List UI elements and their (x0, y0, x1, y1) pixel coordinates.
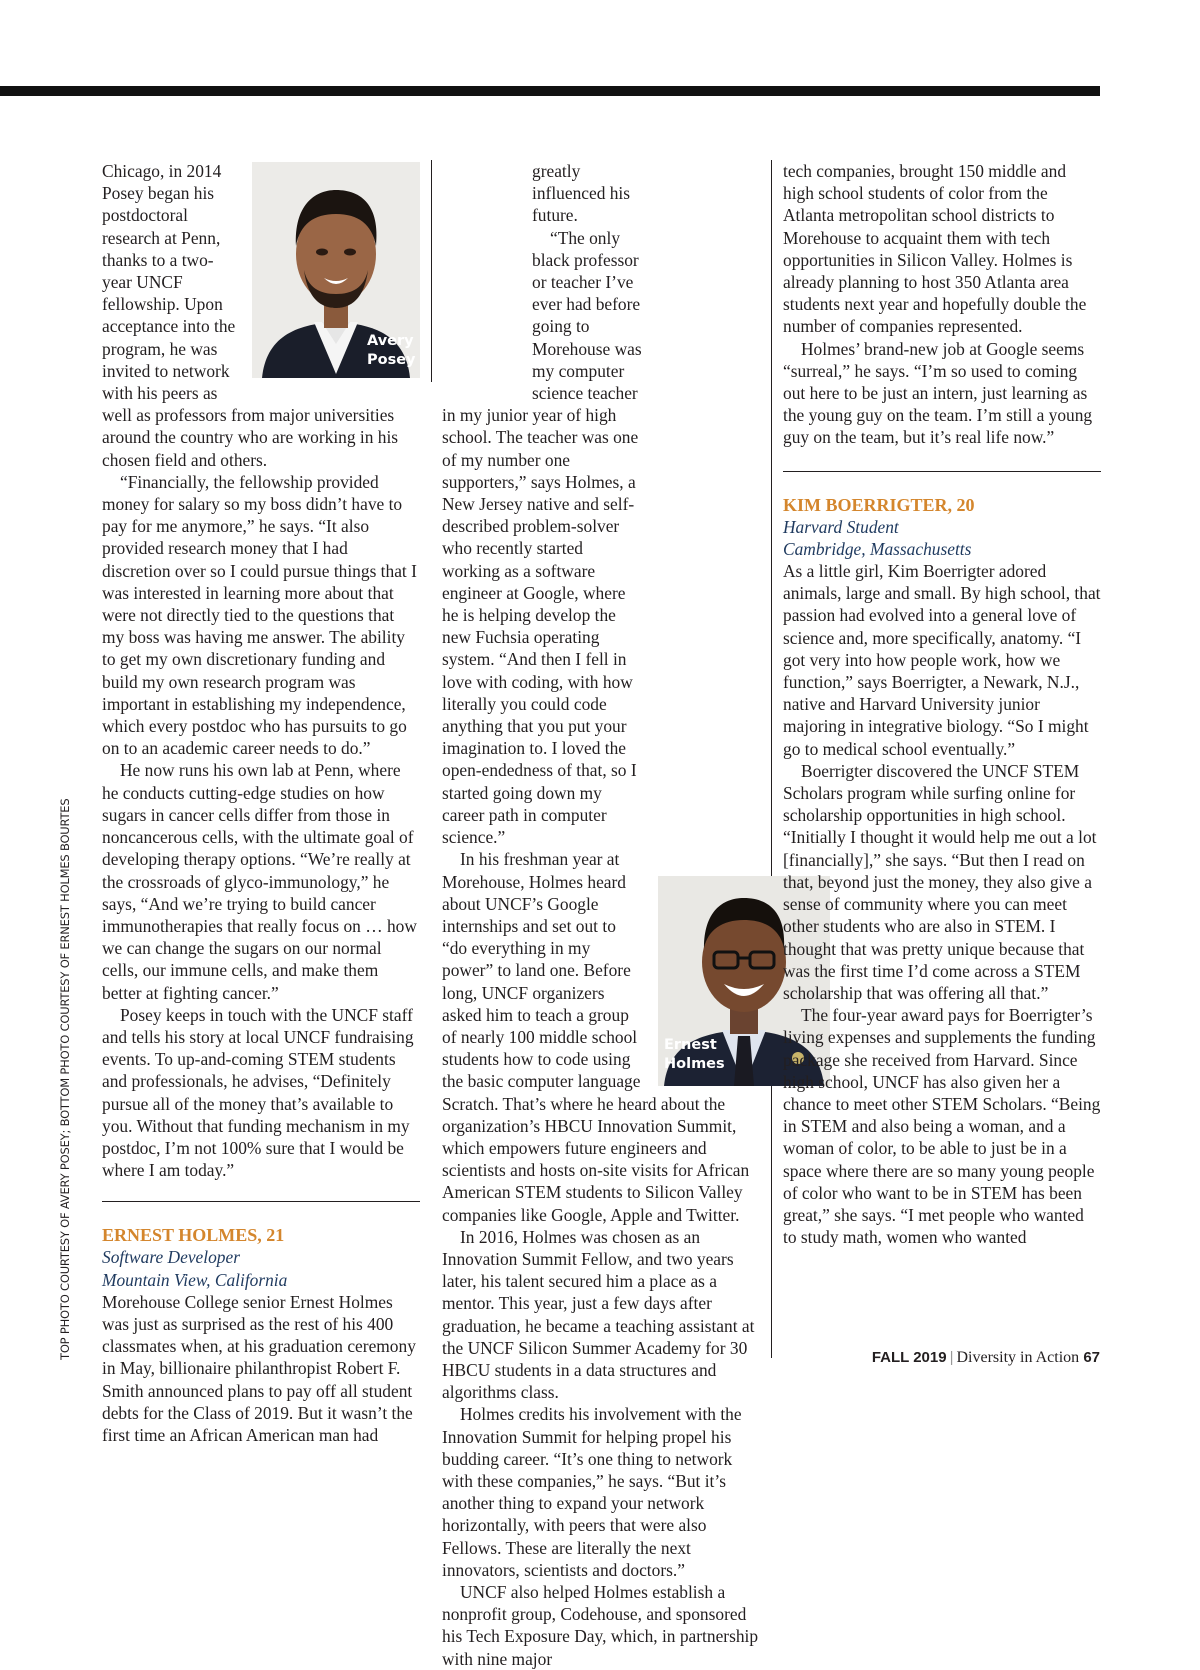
page-footer (872, 1349, 1100, 1367)
paragraph: The four-year award pays for Boerrigter’s living expenses and supplements the funding package she received from Harvard. Since high school, UNCF has also given her a chance to meet other STEM Scholars. “Being in STEM and also being a woman, and a woman of color, to be able to just be in a space where there are so many young people of color who want to be in STEM has been great,” she says. “I met people who wanted to study math, women who wanted (783, 1005, 1101, 1248)
spacer (430, 164, 518, 382)
profile-name: KIM BOERRIGTER, 20 (783, 494, 975, 515)
magazine-name: Diversity in Action (956, 1349, 1080, 1366)
section-divider (783, 471, 1101, 472)
page-number: 67 (1083, 1349, 1100, 1366)
profile-location: Cambridge, Massachusetts (783, 538, 972, 559)
paragraph: Chicago, in 2014 Posey began his postdoctoral research at Penn, thanks to a two-year UNCF fellowship. Upon acceptance into the program, he was invited to network with his peers as well as professors from major universities around the country who are working in his chosen field and others. (102, 161, 399, 470)
paragraph: Boerrigter discovered the UNCF STEM Scholars program while surfing online for scholarship opportunities in high school. “Initially I thought it would help me out a lot [financially],” she says. “But then I read on that, beyond just the money, they also give a sense of community where you can meet other students who are also in STEM. I thought that was pretty unique because that was the first time I’d come across a STEM scholarship that was offering all that.” (783, 760, 1097, 1003)
paragraph: greatly influenced his future. (532, 161, 631, 226)
paragraph: In 2016, Holmes was chosen as an Innovation Summit Fellow, and two years later, his talent secured him a place as a mentor. This year, just a few days after graduation, he became a teaching assistant at the UNCF Silicon Summer Academy for 30 HBCU students in a data structures and algorithms class. (442, 1226, 755, 1403)
paragraph: Holmes credits his involvement with the Innovation Summit for helping propel his budding career. “It’s one thing to network with these companies,” he says. “But it’s another thing to expand your network horizontally, with peers that were also Fellows. These are literally the next innovators, scientists and doctors.” (442, 1404, 742, 1580)
profile-role: Harvard Student (783, 516, 899, 537)
paragraph: Holmes’ brand-new job at Google seems “surreal,” he says. “I’m so used to coming out here to be just an intern, just learning as the young guy on the team. I’m still a young guy on the team, but it’s real life now.” (783, 338, 1093, 448)
paragraph: He now runs his own lab at Penn, where he conducts cutting-edge studies on how sugars in cancer cells differ from those in noncancerous cells, with the ultimate goal of developing therapy options. “We’re really at the crossroads of glyco-immunology,” he says, “And we’re trying to build cancer immunotherapies that really focus on … how we can change the sugars on our normal cells, our immune cells, and make them better at fighting cancer.” (102, 760, 417, 1003)
photo-credit: TOP PHOTO COURTESY OF AVERY POSEY; BOTTOM PHOTO COURTESY OF ERNEST HOLMES BOURTES (58, 798, 72, 1360)
paragraph: “Financially, the fellowship provided money for salary so my boss didn’t have to pay for me anymore,” he says. “It also provided research money that I had discretion over so I could pursue things that I was interested in learning more about that were not directly tied to the questions that my boss was having me answer. The ability to get my own discretionary funding and build my own research program was important in establishing my independence, which every postdoc who has pursuits to go on to an academic career needs to do.” (102, 471, 417, 759)
column-2 (442, 160, 760, 1670)
section-divider (102, 1201, 420, 1202)
profile-name: ERNEST HOLMES, 21 (102, 1225, 285, 1246)
paragraph: As a little girl, Kim Boerrigter adored animals, large and small. By high school, that passion had evolved into a general love of science and, more specifically, anatomy. “I got very into how people work, how we function,” says Boerrigter, a Newark, N.J., native and Harvard University junior majoring in integrative biology. “So I might go to medical school eventually.” (783, 561, 1101, 759)
paragraph: tech companies, brought 150 middle and high school students of color from the Atlanta metropolitan school districts to Morehouse to acquaint them with tech opportunities in Silicon Valley. Holmes is already planning to host 350 Atlanta area students next year and hopefully double the number of companies represented. (783, 161, 1087, 337)
column-rule-2 (771, 160, 772, 1358)
top-rule (0, 86, 1100, 96)
profile-location: Mountain View, California (102, 1269, 288, 1290)
paragraph: UNCF also helped Holmes establish a nonprofit group, Codehouse, and sponsored his Tech Exposure Day, which, in partnership with nine major (442, 1582, 759, 1669)
paragraph: In his freshman year at Morehouse, Holmes heard about UNCF’s Google internships and set out to “do everything in my power” to land one. Before long, UNCF organizers asked him to teach a group of nearly 100 middle school students how to code using the basic computer language Scratch. That’s where he heard about the organization’s HBCU Innovation Summit, which empowers future engineers and scientists and hosts on-site visits for African American STEM students to Silicon Valley companies like Google, Apple and Twitter. (442, 849, 750, 1225)
column-1 (102, 160, 420, 1446)
paragraph: Posey keeps in touch with the UNCF staff and tells his story at local UNCF fundraising events. To up-and-coming STEM students and professionals, he advises, “Definitely pursue all of the money that’s available to you. Without that funding mechanism in my postdoc, I’m not 100% sure that I would be where I am today.” (102, 1004, 414, 1181)
photo-caption: Ernest Holmes (664, 1037, 725, 1072)
issue-season: FALL 2019 (871, 1349, 947, 1366)
footer-separator: | (949, 1349, 954, 1366)
profile-role: Software Developer (102, 1247, 240, 1268)
column-3 (783, 160, 1101, 1248)
photo-caption: Avery Posey (367, 333, 416, 368)
paragraph: Morehouse College senior Ernest Holmes was just as surprised as the rest of his 400 classmates when, at his graduation ceremony in May, billionaire philanthropist Robert F. Smith announced plans to pay off all student debts for the Class of 2019. But it wasn’t the first time an African American man had (102, 1291, 416, 1445)
paragraph: “The only black professor or teacher I’ve ever had before going to Morehouse was my computer science teacher in my junior year of high school. The teacher was one of my number one supporters,” says Holmes, a New Jersey native and self-described problem-solver who recently started working as a software engineer at Google, where he is helping develop the new Fuchsia operating system. “And then I fell in love with coding, with how literally you could code anything that you put your imagination to. I loved the open-endedness of that, so I started going down my career path in computer science.” (442, 227, 642, 848)
avery-posey-photo (252, 162, 420, 378)
